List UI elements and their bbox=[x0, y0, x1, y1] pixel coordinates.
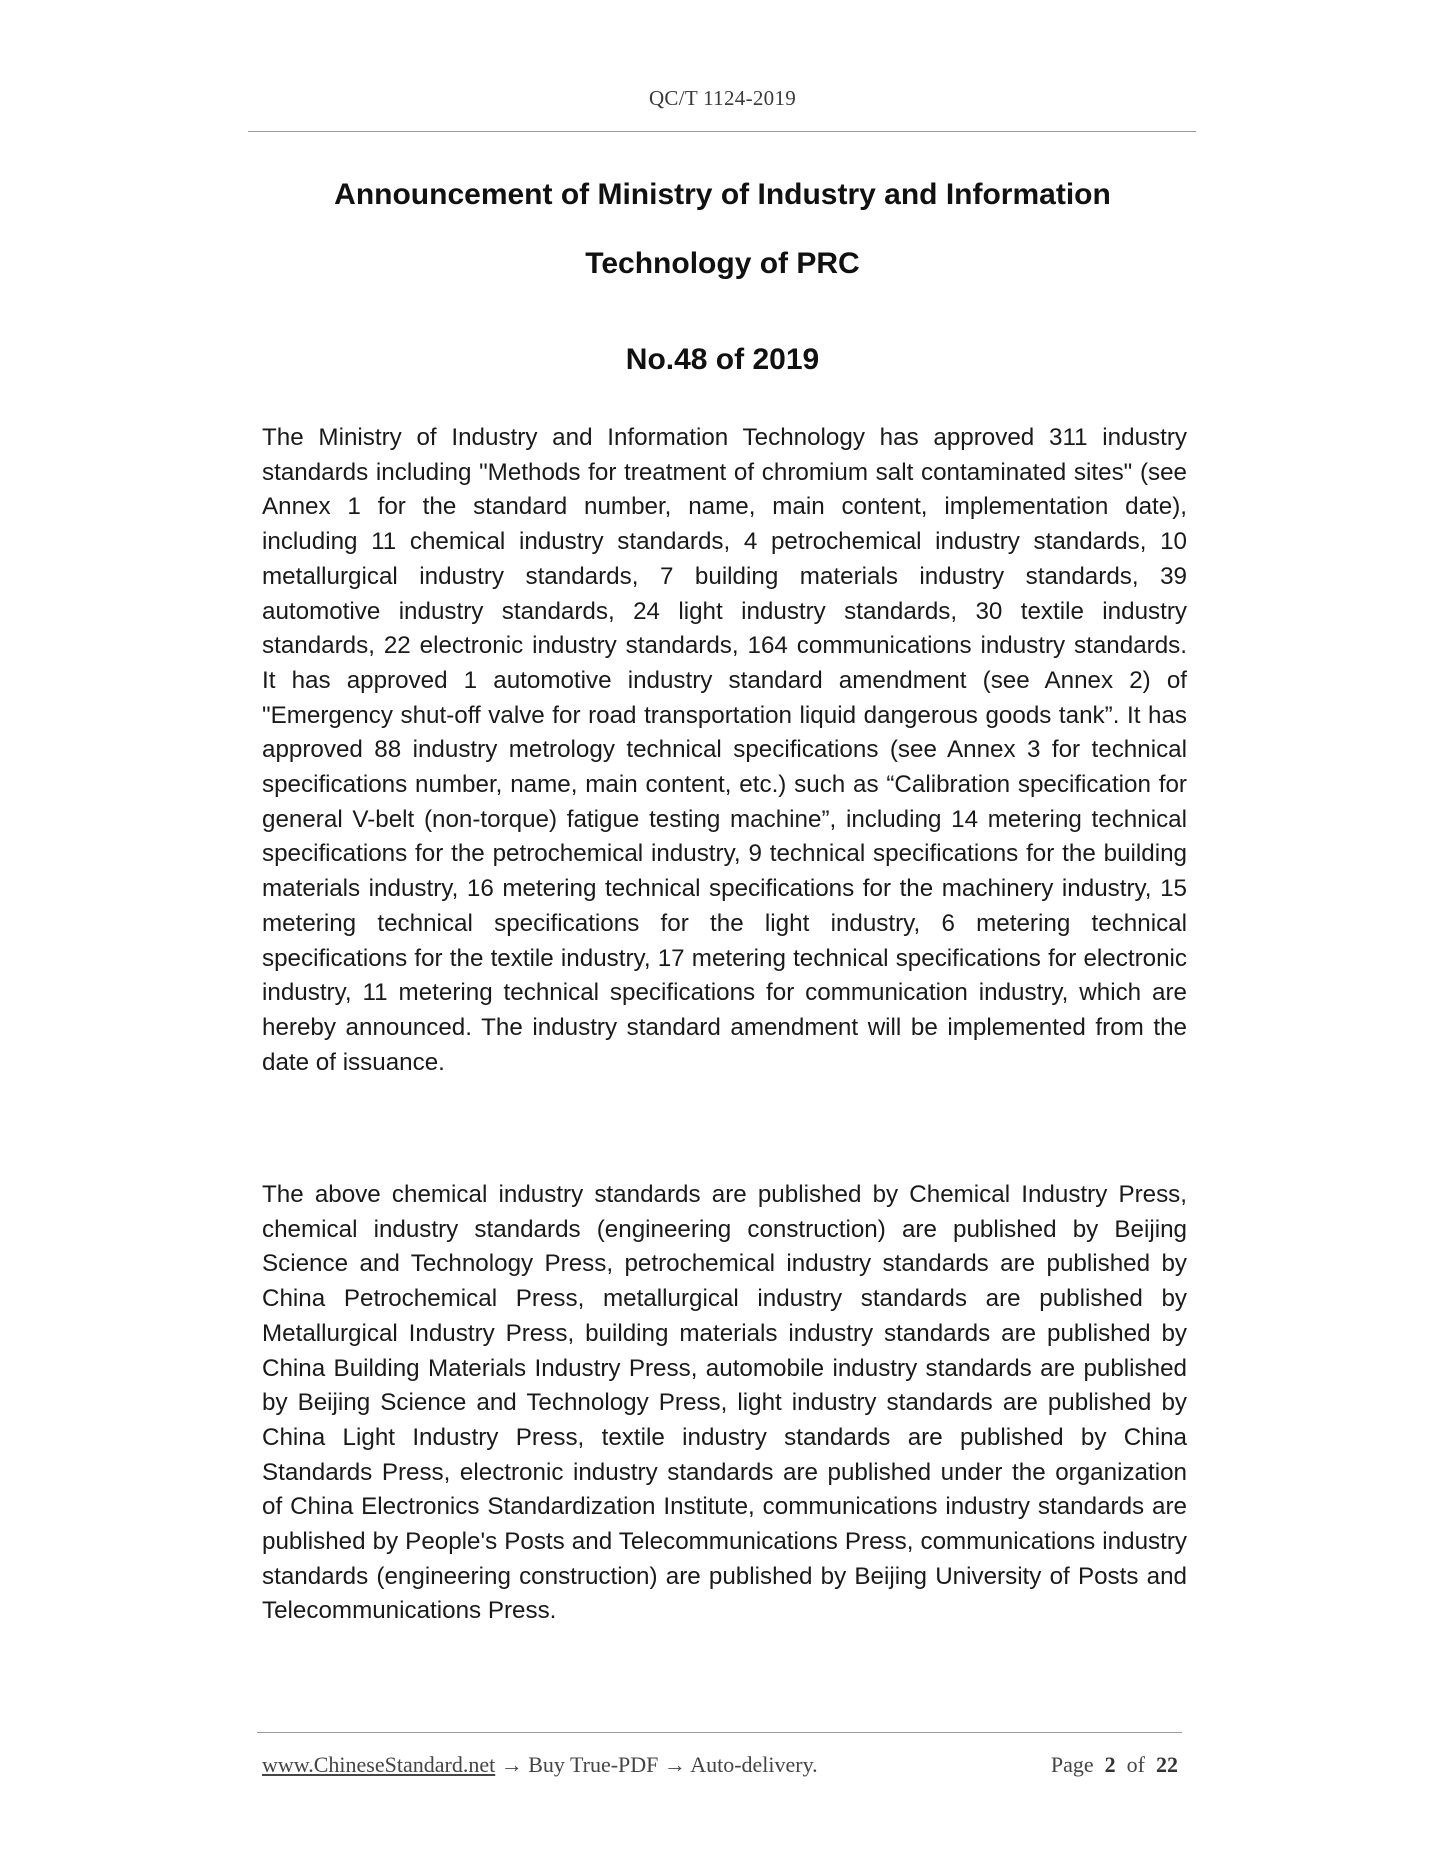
of-label: of bbox=[1126, 1752, 1145, 1777]
footer-rule bbox=[257, 1732, 1182, 1733]
page-current: 2 bbox=[1104, 1752, 1116, 1777]
announcement-title-line-1: Announcement of Ministry of Industry and Information bbox=[334, 178, 1111, 211]
announcement-title-line-2: Technology of PRC bbox=[585, 247, 860, 280]
page-total: 22 bbox=[1156, 1752, 1178, 1777]
footer-promo bbox=[262, 1752, 818, 1778]
footer-trail-text: → Buy True-PDF → Auto-delivery. bbox=[495, 1752, 818, 1777]
page-label: Page bbox=[1050, 1752, 1094, 1777]
website-link[interactable]: www.ChineseStandard.net bbox=[262, 1752, 496, 1777]
body-paragraph-2: The above chemical industry standards are published by Chemical Industry Press, chemical industry standards (engineering construction) are published by Beijing Science and Technology Press, petrochemical industry standards are published by China Petrochemical Press, metallurgical industry standards are published by Metallurgical Industry Press, building materials industry standards are published by China Building Materials Industry Press, automobile industry standards are published by Beijing Science and Technology Press, light industry standards are published by China Light Industry Press, textile industry standards are published by China Standards Press, electronic industry standards are published under the organization of China Electronics Standardization Institute, communications industry standards are published by People's Posts and Telecommunications Press, communications industry standards (engineering construction) are published by Beijing University of Posts and Telecommunications Press. bbox=[262, 1181, 1187, 1625]
header-rule bbox=[248, 131, 1196, 132]
running-header-code: QC/T 1124-2019 bbox=[648, 86, 797, 110]
announcement-number: No.48 of 2019 bbox=[625, 343, 820, 376]
page-indicator bbox=[1051, 1752, 1178, 1778]
body-paragraph-1: The Ministry of Industry and Information Technology has approved 311 industry standards including "Methods for treatment of chromium salt contaminated sites" (see Annex 1 for the standard number, name, main content, implementation date), including 11 chemical industry standards, 4 petrochemical industry standards, 10 metallurgical industry standards, 7 building materials industry standards, 39 automotive industry standards, 24 light industry standards, 30 textile industry standards, 22 electronic industry standards, 164 communications industry standards. It has approved 1 automotive industry standard amendment (see Annex 2) of "Emergency shut-off valve for road transportation liquid dangerous goods tank”. It has approved 88 industry metrology technical specifications (see Annex 3 for technical specifications number, name, main content, etc.) such as “Calibration specification for general V-belt (non-torque) fatigue testing machine”, including 14 metering technical specifications for the petrochemical industry, 9 technical specifications for the building materials industry, 16 metering technical specifications for the machinery industry, 15 metering technical specifications for the light industry, 6 metering technical specifications for the textile industry, 17 metering technical specifications for electronic industry, 11 metering technical specifications for communication industry, which are hereby announced. The industry standard amendment will be implemented from the date of issuance. bbox=[262, 424, 1187, 1076]
